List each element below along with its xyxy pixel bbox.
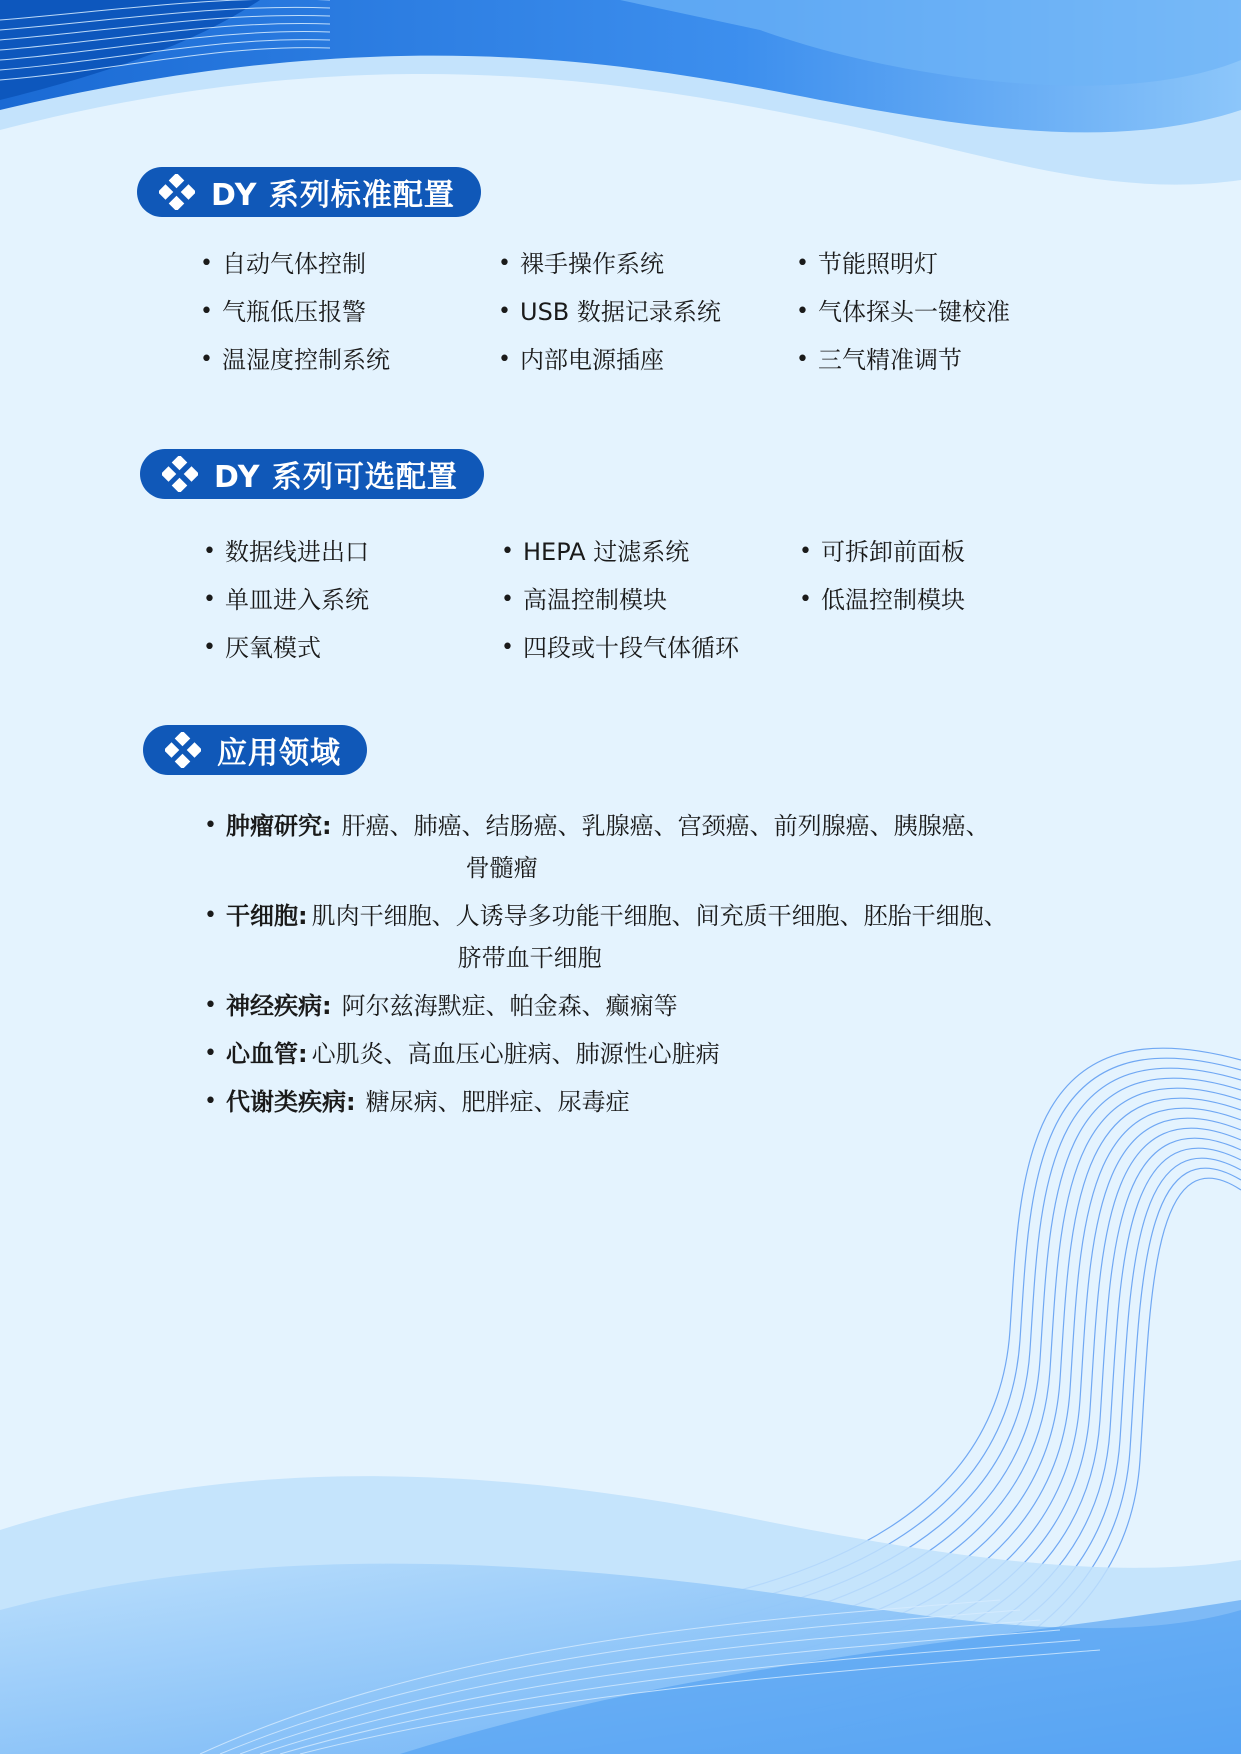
bullet-dot-icon: •	[204, 813, 217, 838]
section-title: DY 系列标准配置	[211, 178, 455, 213]
standard-config-list	[200, 248, 1036, 376]
bottom-wave	[0, 1476, 1241, 1754]
bullet-dot-icon: •	[498, 347, 511, 372]
standard-config-header	[137, 167, 481, 217]
bullet-dot-icon: •	[799, 539, 812, 564]
item-text: 内部电源插座	[520, 346, 664, 374]
list-item	[498, 248, 796, 280]
bullet-dot-icon: •	[796, 347, 809, 372]
list-item	[200, 296, 498, 328]
list-item	[799, 584, 1039, 616]
item-text: 四段或十段气体循环	[523, 634, 739, 662]
diamond-cluster-icon	[159, 174, 195, 210]
bullet-dot-icon: •	[501, 539, 514, 564]
list-item	[200, 344, 498, 376]
item-text: 可拆卸前面板	[821, 538, 965, 566]
bullet-dot-icon: •	[200, 347, 213, 372]
list-item	[796, 344, 1036, 376]
application-continuation: 脐带血干细胞	[457, 944, 602, 972]
list-item	[498, 296, 796, 328]
item-text: 节能照明灯	[818, 250, 938, 278]
application-content	[332, 805, 1044, 889]
section-title: DY 系列可选配置	[214, 460, 458, 495]
bullet-dot-icon: •	[796, 299, 809, 324]
bullet-dot-icon: •	[498, 299, 511, 324]
item-text: 数据线进出口	[225, 538, 369, 566]
bullet-dot-icon: •	[501, 587, 514, 612]
bullet-dot-icon: •	[204, 1041, 217, 1066]
item-text: 单皿进入系统	[225, 586, 369, 614]
bullet-dot-icon: •	[204, 993, 217, 1018]
item-text: HEPA 过滤系统	[523, 538, 690, 566]
list-item	[501, 584, 799, 616]
bullet-dot-icon: •	[498, 251, 511, 276]
item-text: 低温控制模块	[821, 586, 965, 614]
application-label: 心血管:	[226, 1040, 308, 1068]
item-text: 自动气体控制	[222, 250, 366, 278]
application-item	[204, 895, 1044, 979]
bullet-dot-icon: •	[200, 251, 213, 276]
application-continuation: 骨髓瘤	[465, 854, 538, 882]
item-text: 三气精准调节	[818, 346, 962, 374]
diamond-cluster-icon	[162, 456, 198, 492]
item-text: 裸手操作系统	[520, 250, 664, 278]
application-text: 肌肉干细胞、人诱导多功能干细胞、间充质干细胞、胚胎干细胞、	[311, 902, 1008, 930]
application-text: 心肌炎、高血压心脏病、肺源性心脏病	[311, 1040, 720, 1068]
list-item	[796, 296, 1036, 328]
item-text: 高温控制模块	[523, 586, 667, 614]
application-item	[204, 985, 1044, 1027]
item-text: 厌氧模式	[225, 634, 321, 662]
application-text: 阿尔兹海默症、帕金森、癫痫等	[341, 992, 678, 1020]
application-item	[204, 805, 1044, 889]
list-item	[203, 632, 501, 664]
application-text: 肝癌、肺癌、结肠癌、乳腺癌、宫颈癌、前列腺癌、胰腺癌、	[341, 812, 990, 840]
applications-list	[204, 805, 1044, 1129]
section-title: 应用领域	[217, 736, 341, 771]
application-text: 糖尿病、肥胖症、尿毒症	[365, 1088, 630, 1116]
application-label: 干细胞:	[226, 902, 308, 930]
application-item	[204, 1033, 1044, 1075]
bullet-dot-icon: •	[799, 587, 812, 612]
list-item	[203, 584, 501, 616]
item-text: USB 数据记录系统	[520, 298, 721, 326]
list-item	[501, 632, 799, 664]
item-text: 气瓶低压报警	[222, 298, 366, 326]
list-item	[501, 536, 799, 568]
bullet-dot-icon: •	[203, 635, 216, 660]
bullet-dot-icon: •	[203, 539, 216, 564]
list-item	[799, 536, 1039, 568]
bullet-dot-icon: •	[204, 1089, 217, 1114]
bullet-dot-icon: •	[204, 903, 217, 928]
applications-header	[143, 725, 367, 775]
item-text: 气体探头一键校准	[818, 298, 1010, 326]
list-item	[498, 344, 796, 376]
application-content	[308, 895, 1044, 979]
top-wave	[0, 0, 1241, 185]
bullet-dot-icon: •	[200, 299, 213, 324]
application-label: 神经疾病:	[226, 992, 332, 1020]
application-item	[204, 1081, 1044, 1123]
bullet-dot-icon: •	[796, 251, 809, 276]
application-label: 肿瘤研究:	[226, 812, 332, 840]
application-label: 代谢类疾病:	[226, 1088, 356, 1116]
bullet-dot-icon: •	[203, 587, 216, 612]
bullet-dot-icon: •	[501, 635, 514, 660]
diamond-cluster-icon	[165, 732, 201, 768]
optional-config-header	[140, 449, 484, 499]
list-item	[200, 248, 498, 280]
optional-config-list	[203, 536, 1039, 664]
list-item	[203, 536, 501, 568]
list-item	[796, 248, 1036, 280]
item-text: 温湿度控制系统	[222, 346, 390, 374]
